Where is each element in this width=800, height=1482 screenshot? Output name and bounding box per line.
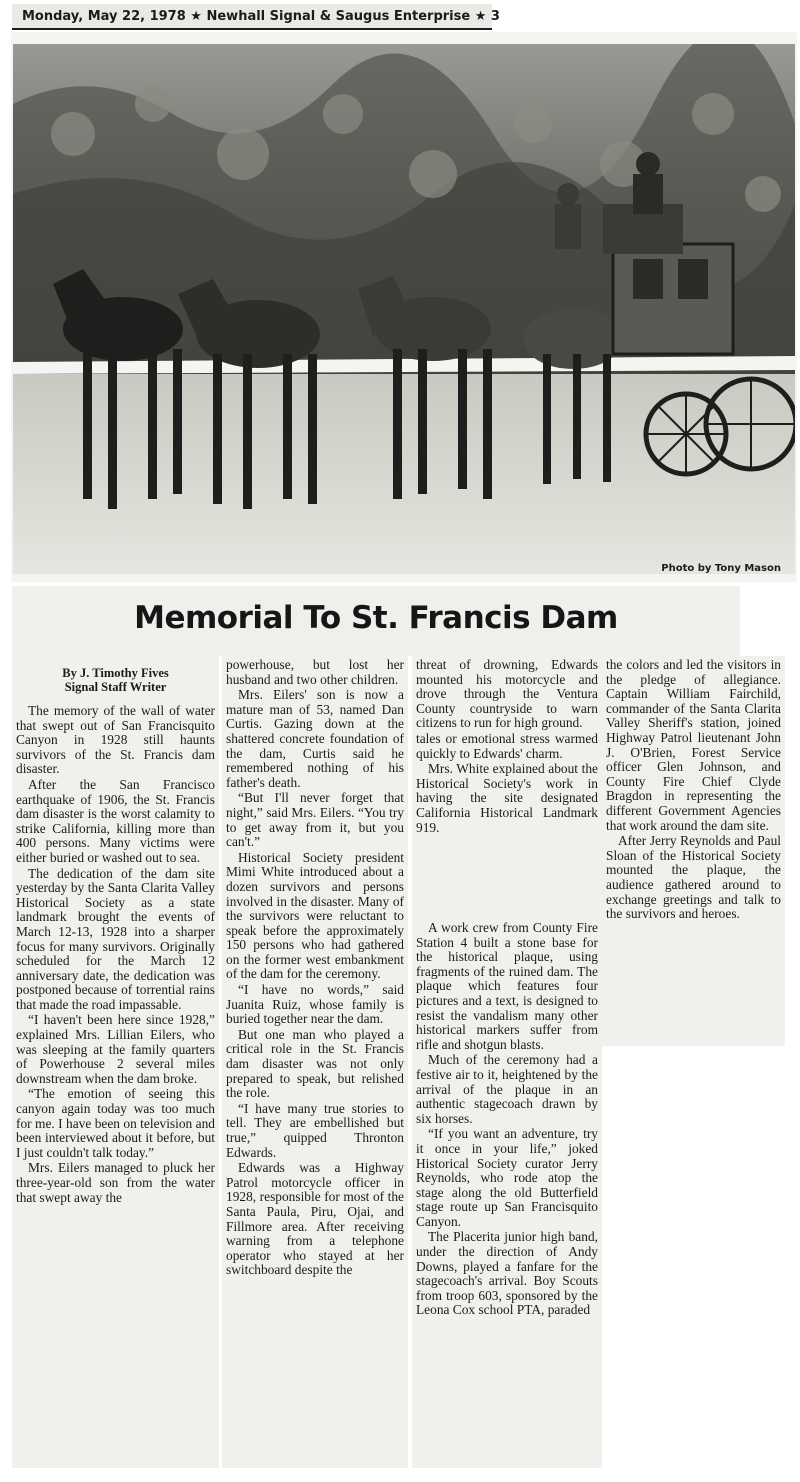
dateline-strip	[12, 4, 500, 30]
paragraph: “I haven't been here since 1928,” explained Mrs. Lillian Eilers, who was sleeping at the family quarters of Powerhouse 2 several miles downstream when the dam broke.	[16, 1012, 215, 1086]
paragraph: “But I'll never forget that night,” said Mrs. Eilers. “You try to get away from it, but you can't.”	[226, 790, 404, 850]
article-column-3-bottom	[412, 916, 602, 1468]
paragraph: Historical Society president Mimi White introduced about a dozen survivors and persons involved in the disaster. Many of the survivors were reluctant to speak before the approximately 150 persons who had gathered on the former west embankment of the dam for the ceremony.	[226, 849, 404, 982]
paragraph: The dedication of the dam site yesterday by the Santa Clarita Valley Historical Society as a state landmark brought the events of March 12-13, 1928 into a sharper focus for many survivors. Originally scheduled for the March 12 anniversary date, the dedication was postponed because of torrential rains that made the road impassable.	[16, 865, 215, 1012]
byline	[16, 666, 215, 694]
paragraph: “The emotion of seeing this canyon again today was too much for me. I have been on television and been interviewed about it before, but I just couldn't talk today.”	[16, 1086, 215, 1160]
dateline-text: Monday, May 22, 1978 ★ Newhall Signal & Saugus Enterprise ★ 3	[22, 9, 500, 24]
paragraph: The Placerita junior high band, under the direction of Andy Downs, played a fanfare for the stagecoach's arrival. Boy Scouts from troop 603, sponsored by the Leona Cox school PTA, paraded	[416, 1229, 598, 1318]
paragraph: the colors and led the visitors in the pledge of allegiance. Captain William Fairchild, commander of the Santa Clarita Valley Sheriff's station, joined Highway Patrol lieutenant John J. O'Brien, Forest Service officer Glen Johnson, and County Fire Chief Clyde Bragdon in representing the different Government Agencies that work around the dam site.	[606, 657, 781, 833]
paragraph: After the San Francisco earthquake of 1906, the St. Francis dam disaster is the worst calamity to strike California, killing more than 400 persons. Many victims were either buried or washed out to sea.	[16, 776, 215, 865]
paragraph: “If you want an adventure, try it once in your life,” joked Historical Society curator Jerry Reynolds, who rode atop the stage along the old Butterfield stage route up San Francisquito Canyon.	[416, 1126, 598, 1229]
byline-name: By J. Timothy Fives	[62, 666, 169, 680]
paragraph: powerhouse, but lost her husband and two other children.	[226, 657, 404, 687]
paragraph: Mrs. Eilers managed to pluck her three-year-old son from the water that swept away the	[16, 1160, 215, 1205]
paragraph: “I have many true stories to tell. They are embellished but true,” quipped Thronton Edwards.	[226, 1100, 404, 1160]
paragraph: Mrs. Eilers' son is now a mature man of 53, named Dan Curtis. Gazing down at the shattered concrete foundation of the dam, Curtis said he remembered nothing of his father's death.	[226, 687, 404, 790]
article-column-3-top	[412, 656, 602, 916]
paragraph: threat of drowning, Edwards mounted his motorcycle and drove through the Ventura County countryside to warn citizens to run for high ground.	[416, 657, 598, 731]
paragraph: After Jerry Reynolds and Paul Sloan of the Historical Society mounted the plaque, the audience gathered around to exchange greetings and talk to the survivors and heroes.	[606, 833, 781, 922]
paragraph: “I have no words,” said Juanita Ruiz, whose family is buried together near the dam.	[226, 982, 404, 1027]
article-column-2	[222, 656, 408, 1468]
headline-box	[12, 586, 740, 656]
paragraph: The memory of the wall of water that swept out of San Francisquito Canyon in 1928 still haunts survivors of the St. Francis dam disaster.	[16, 703, 215, 777]
article-column-1	[12, 656, 219, 1468]
paragraph: Edwards was a Highway Patrol motorcycle officer in 1928, responsible for most of the Santa Paula, Piru, Ojai, and Fillmore area. After receiving warning from a telephone operator who stayed at her switchboard despite the	[226, 1160, 404, 1278]
byline-title: Signal Staff Writer	[64, 680, 167, 694]
paragraph: Much of the ceremony had a festive air to it, heightened by the arrival of the plaque in an authentic stagecoach drawn by six horses.	[416, 1052, 598, 1126]
article-column-4	[602, 656, 785, 1046]
paragraph: Mrs. White explained about the Historical Society's work in having the site designated California Historical Landmark 919.	[416, 761, 598, 835]
paragraph: A work crew from County Fire Station 4 built a stone base for the historical plaque, using fragments of the ruined dam. The plaque which features four pictures and a text, is designed to resist the vandalism many other historical markers suffer from rifle and shotgun blasts.	[416, 920, 598, 1052]
photo-credit: Photo by Tony Mason	[661, 563, 781, 574]
headline: Memorial To St. Francis Dam	[134, 600, 618, 636]
paragraph: But one man who played a critical role in the St. Francis dam disaster was not only prepared to speak, but relished the role.	[226, 1026, 404, 1101]
paragraph: tales or emotional stress warmed quickly to Edwards' charm.	[416, 730, 598, 761]
stagecoach-photo	[11, 32, 797, 582]
stagecoach-photo-image	[13, 44, 795, 574]
